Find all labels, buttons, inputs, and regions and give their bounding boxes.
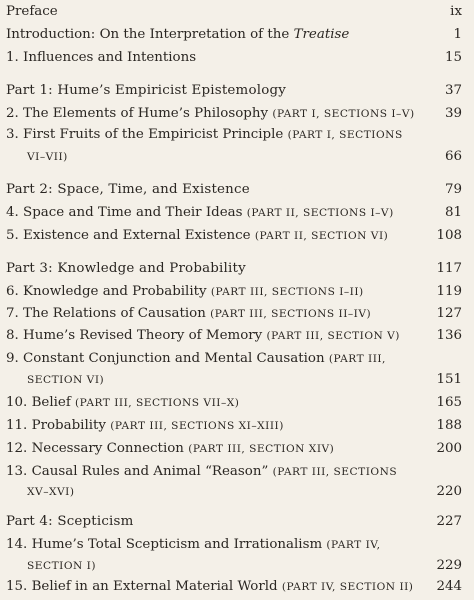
page-number: 220 xyxy=(436,484,462,499)
entry-title: Constant Conjunction and Mental Causation xyxy=(23,351,325,366)
entry-subtitle: (PART I, SECTIONS xyxy=(287,129,403,141)
entry-subtitle: (PART III, SECTIONS XI–XIII) xyxy=(110,420,284,432)
entry-title: The Relations of Causation xyxy=(23,306,206,321)
part-label: Part xyxy=(6,83,40,98)
entry-title: Space and Time and Their Ideas xyxy=(23,205,243,220)
chapter-number: 13. xyxy=(6,464,28,479)
toc-entry-chapter-1 xyxy=(6,50,462,66)
entry-title: Belief xyxy=(31,395,71,410)
toc-entry-chapter-11 xyxy=(6,418,462,434)
toc-part-3 xyxy=(6,261,462,277)
page-number: 39 xyxy=(444,106,462,121)
entry-title: Influences and Intentions xyxy=(23,50,197,65)
page-number: 151 xyxy=(436,372,462,387)
entry-subtitle: SECTION VI) xyxy=(27,374,105,386)
chapter-number: 11. xyxy=(6,418,28,433)
entry-title: Causal Rules and Animal “Reason” xyxy=(31,464,269,479)
toc-entry-chapter-12 xyxy=(6,441,462,457)
entry-subtitle: (PART II, SECTIONS I–V) xyxy=(246,207,394,219)
entry-subtitle: XV–XVI) xyxy=(27,486,75,498)
entry-subtitle: (PART IV, xyxy=(326,539,381,551)
page-number: 165 xyxy=(436,395,462,410)
chapter-number: 5. xyxy=(6,228,19,243)
chapter-number: 10. xyxy=(6,395,28,410)
part-title: Knowledge and Probability xyxy=(57,261,246,276)
chapter-number: 9. xyxy=(6,351,19,366)
entry-title: Hume’s Total Scepticism and Irrationalism xyxy=(31,537,323,552)
toc-entry-chapter-8 xyxy=(6,328,462,344)
toc-entry-chapter-5 xyxy=(6,228,462,244)
toc-entry-chapter-10 xyxy=(6,395,462,411)
page-number: 200 xyxy=(436,441,462,456)
page-number: 37 xyxy=(444,83,462,98)
entry-subtitle: (PART IV, SECTION II) xyxy=(281,581,414,593)
page-number: 229 xyxy=(436,558,462,573)
entry-subtitle: (PART III, SECTION V) xyxy=(266,330,400,342)
entry-title: Introduction: On the Interpretation of the xyxy=(6,27,294,42)
page-number: 188 xyxy=(436,418,462,433)
page-number: 108 xyxy=(436,228,462,243)
part-label: Part 3: xyxy=(6,261,58,276)
chapter-number: 14. xyxy=(6,537,28,552)
entry-subtitle: (PART III, SECTION XIV) xyxy=(188,443,335,455)
chapter-number: 15. xyxy=(6,579,28,594)
part-title: : Hume’s Empiricist Epistemology xyxy=(48,83,286,98)
part-label: Part 4: xyxy=(6,514,58,529)
entry-subtitle: (PART III, SECTIONS II–IV) xyxy=(210,308,372,320)
chapter-number: 6. xyxy=(6,284,19,299)
chapter-number: 3. xyxy=(6,127,19,142)
toc-entry-introduction xyxy=(6,27,462,43)
page-number: 1 xyxy=(453,27,462,42)
toc-part-2 xyxy=(6,182,462,198)
toc-entry-chapter-7 xyxy=(6,306,462,322)
chapter-number: 1. xyxy=(6,50,19,65)
page-number: 79 xyxy=(444,182,462,197)
entry-title-italic: Treatise xyxy=(293,27,350,42)
toc-entry-chapter-15 xyxy=(6,579,462,595)
page-number: 136 xyxy=(436,328,462,343)
entry-subtitle: SECTION I) xyxy=(27,560,96,572)
entry-title: First Fruits of the Empiricist Principle xyxy=(23,127,284,142)
chapter-number: 2. xyxy=(6,106,19,121)
chapter-number: 4. xyxy=(6,205,19,220)
part-title: Scepticism xyxy=(57,514,134,529)
part-title: Space, Time, and Existence xyxy=(57,182,250,197)
chapter-number: 12. xyxy=(6,441,28,456)
toc-entry-chapter-2 xyxy=(6,106,462,122)
chapter-number: 8. xyxy=(6,328,19,343)
part-label: Part 2: xyxy=(6,182,58,197)
entry-subtitle: (PART II, SECTION VI) xyxy=(254,230,389,242)
entry-subtitle: (PART III, SECTIONS VII–X) xyxy=(75,397,240,409)
entry-title: The Elements of Hume’s Philosophy xyxy=(23,106,269,121)
page-number: 15 xyxy=(444,50,462,65)
chapter-number: 7. xyxy=(6,306,19,321)
toc-entry-chapter-13-cont xyxy=(6,484,462,500)
entry-subtitle: (PART I, SECTIONS I–V) xyxy=(272,108,415,120)
toc-entry-chapter-9 xyxy=(6,351,462,367)
entry-subtitle: (PART III, xyxy=(328,353,386,365)
entry-title: Knowledge and Probability xyxy=(23,284,207,299)
page-number: ix xyxy=(450,4,462,19)
toc-part-4 xyxy=(6,514,462,530)
entry-subtitle: (PART III, SECTIONS xyxy=(272,466,398,478)
entry-subtitle: (PART III, SECTIONS I–II) xyxy=(210,286,364,298)
toc-entry-chapter-13 xyxy=(6,464,462,480)
entry-title: Hume’s Revised Theory of Memory xyxy=(23,328,263,343)
page-number: 66 xyxy=(444,149,462,164)
toc-entry-chapter-3 xyxy=(6,127,462,143)
entry-subtitle: VI–VII) xyxy=(27,151,68,163)
page-number: 117 xyxy=(436,261,462,276)
toc-entry-chapter-3-cont xyxy=(6,149,462,165)
toc-entry-preface xyxy=(6,4,462,20)
page-number: 227 xyxy=(436,514,462,529)
page-number: 81 xyxy=(444,205,462,220)
toc-entry-chapter-6 xyxy=(6,284,462,300)
toc-entry-chapter-9-cont xyxy=(6,372,462,388)
page-number: 244 xyxy=(436,579,462,594)
page-number: 127 xyxy=(436,306,462,321)
toc-entry-chapter-4 xyxy=(6,205,462,221)
toc-part-1 xyxy=(6,83,462,99)
page-number: 119 xyxy=(436,284,462,299)
toc-entry-chapter-14-cont xyxy=(6,558,462,574)
entry-title: Belief in an External Material World xyxy=(31,579,278,594)
toc-entry-chapter-14 xyxy=(6,537,462,553)
entry-title: Necessary Connection xyxy=(31,441,184,456)
entry-title: Probability xyxy=(31,418,106,433)
part-number: 1 xyxy=(39,83,49,98)
entry-title: Existence and External Existence xyxy=(23,228,251,243)
entry-title: Preface xyxy=(6,4,58,19)
